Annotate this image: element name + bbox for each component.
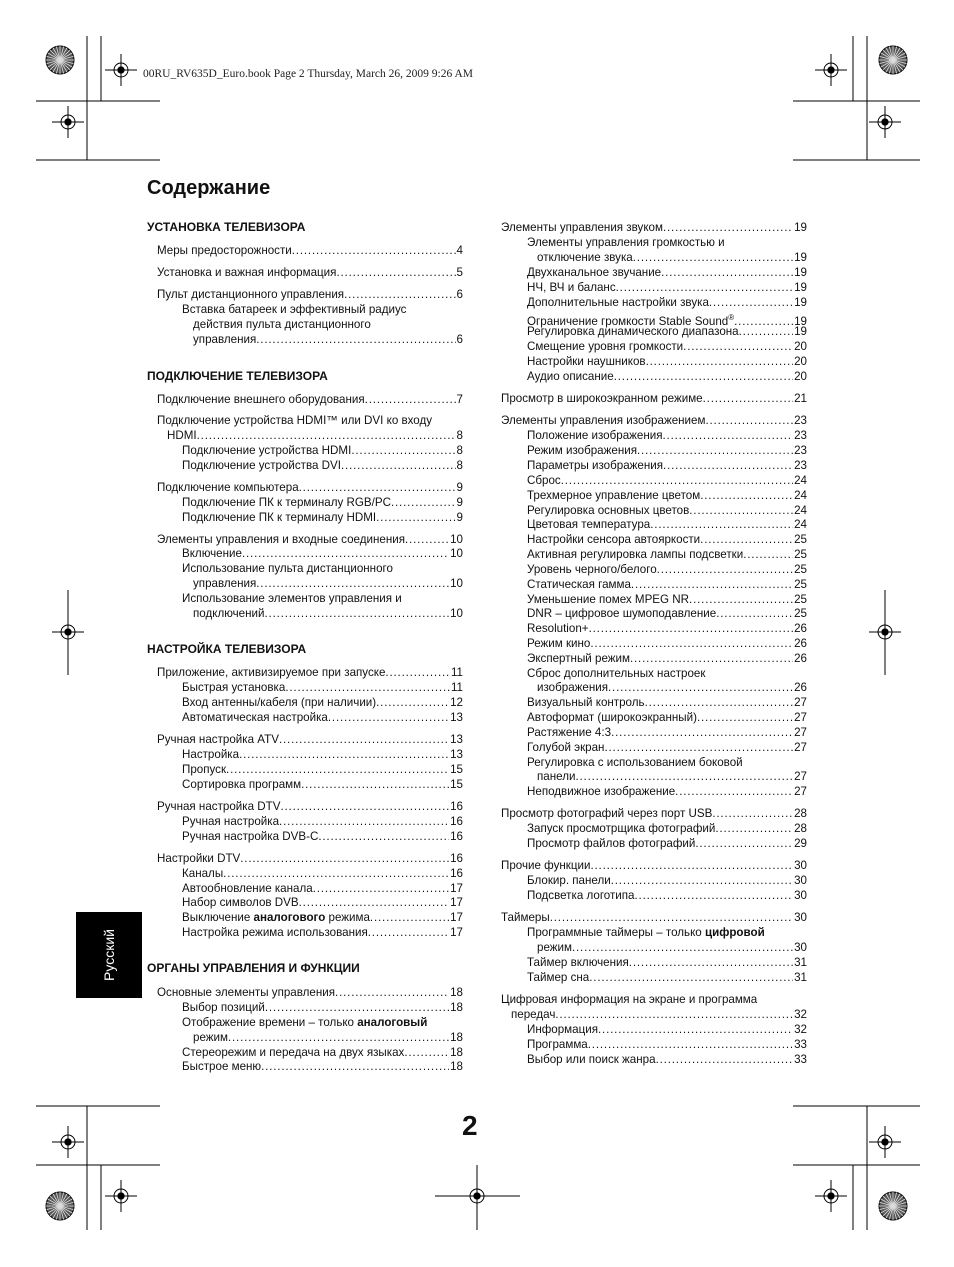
toc-entry[interactable]: Ограничение громкости Stable Sound® . . . 19 xyxy=(527,310,807,329)
toc-entry-text: Цифровая информация на экране и программа xyxy=(501,993,758,1006)
toc-entry[interactable]: Неподвижное изображение . . . 27 xyxy=(527,784,807,799)
toc-entry-text: Подключение устройства HDMI™ или DVI ко входу xyxy=(157,414,433,427)
toc-entry[interactable]: Трехмерное управление цветом . . . 24 xyxy=(527,488,807,503)
toc-entry[interactable]: Автоматическая настройка . . . 13 xyxy=(182,710,463,725)
toc-entry[interactable]: Статическая гамма . . . 25 xyxy=(527,577,807,592)
toc-entry[interactable]: Просмотр в широкоэкранном режиме . . . 21 xyxy=(501,391,807,406)
toc-entry[interactable]: Таймеры . . . 30 xyxy=(501,910,807,925)
section-heading-setup: НАСТРОЙКА ТЕЛЕВИЗОРА xyxy=(147,642,307,656)
toc-entry[interactable]: Ручная настройка . . . 16 xyxy=(182,814,463,829)
toc-entry[interactable]: Просмотр фотографий через порт USB . . . 28 xyxy=(501,806,807,821)
toc-entry[interactable]: Активная регулировка лампы подсветки . . . 25 xyxy=(527,547,807,562)
toc-entry[interactable]: Настройка режима использования . . . 17 xyxy=(182,925,463,940)
toc-entry[interactable]: Ручная настройка DTV . . . 16 xyxy=(157,799,463,814)
toc-entry[interactable]: Настройки сенсора автояркости . . . 25 xyxy=(527,532,807,547)
toc-entry[interactable]: Приложение, активизируемое при запуске . . . 11 xyxy=(157,665,463,680)
toc-entry[interactable]: Положение изображения . . . 23 xyxy=(527,428,807,443)
toc-entry[interactable]: передач . . . 32 xyxy=(511,1007,807,1022)
toc-entry[interactable]: Аудио описание . . . 20 xyxy=(527,369,807,384)
toc-entry[interactable]: Подключение устройства HDMI . . . 8 xyxy=(182,443,463,458)
toc-entry[interactable]: Подключение устройства DVI . . . 8 xyxy=(182,458,463,473)
toc-entry[interactable]: Параметры изображения . . . 23 xyxy=(527,458,807,473)
toc-entry[interactable]: Быстрое меню . . . 18 xyxy=(182,1059,463,1074)
toc-entry[interactable]: управления . . . 6 xyxy=(193,332,463,347)
toc-entry[interactable]: Просмотр файлов фотографий . . . 29 xyxy=(527,836,807,851)
toc-entry[interactable]: отключение звука . . . 19 xyxy=(537,250,807,265)
toc-entry[interactable]: Выбор позиций . . . 18 xyxy=(182,1000,463,1015)
toc-entry[interactable]: Регулировка динамического диапазона . . . 19 xyxy=(527,324,807,339)
toc-entry[interactable]: Меры предосторожности . . . 4 xyxy=(157,243,463,258)
toc-entry[interactable]: Регулировка основных цветов . . . 24 xyxy=(527,503,807,518)
toc-entry[interactable]: Ручная настройка ATV . . . 13 xyxy=(157,732,463,747)
toc-entry[interactable]: Каналы . . . 16 xyxy=(182,866,463,881)
toc-entry[interactable]: Настройка . . . 13 xyxy=(182,747,463,762)
toc-entry[interactable]: Голубой экран . . . 27 xyxy=(527,740,807,755)
page-title: Содержание xyxy=(147,177,271,199)
toc-entry-text: Отображение времени – только аналоговый xyxy=(182,1016,428,1029)
toc-entry[interactable]: Настройки DTV . . . 16 xyxy=(157,851,463,866)
toc-entry[interactable]: DNR – цифровое шумоподавление . . . 25 xyxy=(527,606,807,621)
toc-entry[interactable]: Ручная настройка DVB-C . . . 16 xyxy=(182,829,463,844)
toc-entry-text: Программные таймеры – только цифровой xyxy=(527,926,765,939)
section-heading-connect: ПОДКЛЮЧЕНИЕ ТЕЛЕВИЗОРА xyxy=(147,369,328,383)
toc-entry[interactable]: Экспертный режим . . . 26 xyxy=(527,651,807,666)
toc-entry-text: Элементы управления громкостью и xyxy=(527,236,725,249)
toc-entry[interactable]: Запуск просмотрщика фотографий . . . 28 xyxy=(527,821,807,836)
toc-entry[interactable]: Автоформат (широкоэкранный) . . . 27 xyxy=(527,710,807,725)
toc-entry[interactable]: Элементы управления и входные соединения . . . 10 xyxy=(157,532,463,547)
language-side-tab-label: Русский xyxy=(101,929,117,981)
page-number: 2 xyxy=(462,1110,478,1141)
toc-entry[interactable]: Элементы управления изображением . . . 23 xyxy=(501,413,807,428)
toc-entry[interactable]: Смещение уровня громкости . . . 20 xyxy=(527,339,807,354)
toc-entry-text: действия пульта дистанционного xyxy=(193,318,371,331)
toc-entry-text: Регулировка с использованием боковой xyxy=(527,756,743,769)
toc-entry[interactable]: Основные элементы управления . . . 18 xyxy=(157,985,463,1000)
toc-entry[interactable]: Режим кино . . . 26 xyxy=(527,636,807,651)
toc-entry[interactable]: Стереорежим и передача на двух языках . . . 18 xyxy=(182,1045,463,1060)
registration-mark-part xyxy=(828,67,834,73)
toc-entry[interactable]: Включение . . . 10 xyxy=(182,546,463,561)
toc-entry[interactable]: Двухканальное звучание . . . 19 xyxy=(527,265,807,280)
toc-entry[interactable]: управления . . . 10 xyxy=(193,576,463,591)
toc-entry[interactable]: Уровень черного/белого . . . 25 xyxy=(527,562,807,577)
toc-entry[interactable]: HDMI . . . 8 xyxy=(167,428,463,443)
toc-entry[interactable]: Прочие функции . . . 30 xyxy=(501,858,807,873)
toc-entry[interactable]: Автообновление канала . . . 17 xyxy=(182,881,463,896)
toc-entry[interactable]: панели . . . 27 xyxy=(537,769,807,784)
toc-entry[interactable]: Выключение аналогового режима . . . 17 xyxy=(182,910,463,925)
registration-mark-part xyxy=(882,119,888,125)
toc-entry[interactable]: Визуальный контроль . . . 27 xyxy=(527,695,807,710)
toc-entry[interactable]: Режим изображения . . . 23 xyxy=(527,443,807,458)
toc-entry[interactable]: Установка и важная информация . . . 5 xyxy=(157,265,463,280)
toc-entry[interactable]: Элементы управления звуком . . . 19 xyxy=(501,220,807,235)
toc-entry[interactable]: режим . . . 18 xyxy=(193,1030,463,1045)
registration-mark-part xyxy=(65,119,71,125)
toc-entry[interactable]: Пульт дистанционного управления . . . 6 xyxy=(157,287,463,302)
toc-entry[interactable]: Растяжение 4:3 . . . 27 xyxy=(527,725,807,740)
toc-entry[interactable]: НЧ, ВЧ и баланс . . . 19 xyxy=(527,280,807,295)
toc-entry[interactable]: Подключение внешнего оборудования . . . 7 xyxy=(157,392,463,407)
section-heading-install: УСТАНОВКА ТЕЛЕВИЗОРА xyxy=(147,220,306,234)
toc-entry[interactable]: Дополнительные настройки звука . . . 19 xyxy=(527,295,807,310)
toc-entry[interactable]: Цветовая температура . . . 24 xyxy=(527,517,807,532)
toc-entry-text: Использование элементов управления и xyxy=(182,592,402,605)
toc-entry[interactable]: Пропуск . . . 15 xyxy=(182,762,463,777)
toc-entry[interactable]: Выбор или поиск жанра . . . 33 xyxy=(527,1052,807,1067)
toc-entry[interactable]: Таймер включения . . . 31 xyxy=(527,955,807,970)
toc-entry[interactable]: Уменьшение помех MPEG NR . . . 25 xyxy=(527,592,807,607)
toc-entry[interactable]: Быстрая установка . . . 11 xyxy=(182,680,463,695)
toc-entry-text: Вставка батареек и эффективный радиус xyxy=(182,303,407,316)
registration-mark-part xyxy=(882,1139,888,1145)
section-heading-controls: ОРГАНЫ УПРАВЛЕНИЯ И ФУНКЦИИ xyxy=(147,961,360,975)
toc-entry[interactable]: Блокир. панели . . . 30 xyxy=(527,873,807,888)
toc-entry[interactable]: Подключение ПК к терминалу RGB/PC . . . 9 xyxy=(182,495,463,510)
toc-entry-text: Использование пульта дистанционного xyxy=(182,562,393,575)
toc-entry[interactable]: режим . . . 30 xyxy=(537,940,807,955)
registration-mark-part xyxy=(118,67,124,73)
toc-entry[interactable]: Настройки наушников . . . 20 xyxy=(527,354,807,369)
toc-entry[interactable]: Подключение компьютера . . . 9 xyxy=(157,480,463,495)
toc-entry[interactable]: Набор символов DVB . . . 17 xyxy=(182,895,463,910)
print-header-line: 00RU_RV635D_Euro.book Page 2 Thursday, March 26, 2009 9:26 AM xyxy=(143,68,474,80)
toc-entry[interactable]: изображения . . . 26 xyxy=(537,680,807,695)
toc-entry[interactable]: Resolution+ . . . 26 xyxy=(527,621,807,636)
toc-entry[interactable]: Подсветка логотипа . . . 30 xyxy=(527,888,807,903)
toc-entry[interactable]: Сортировка программ . . . 15 xyxy=(182,777,463,792)
registration-mark-part xyxy=(828,1193,834,1199)
toc-entry-text: Сброс дополнительных настроек xyxy=(527,667,706,680)
toc-entry[interactable]: Подключение ПК к терминалу HDMI . . . 9 xyxy=(182,510,463,525)
language-side-tab xyxy=(76,912,142,998)
registration-mark-part xyxy=(118,1193,124,1199)
toc-entry[interactable]: Информация . . . 32 xyxy=(527,1022,807,1037)
toc-entry[interactable]: Сброс . . . 24 xyxy=(527,473,807,488)
toc-entry[interactable]: подключений . . . 10 xyxy=(193,606,463,621)
registration-mark-part xyxy=(65,1139,71,1145)
toc-entry[interactable]: Программа . . . 33 xyxy=(527,1037,807,1052)
toc-entry[interactable]: Вход антенны/кабеля (при наличии) . . . 12 xyxy=(182,695,463,710)
toc-entry[interactable]: Таймер сна . . . 31 xyxy=(527,970,807,985)
